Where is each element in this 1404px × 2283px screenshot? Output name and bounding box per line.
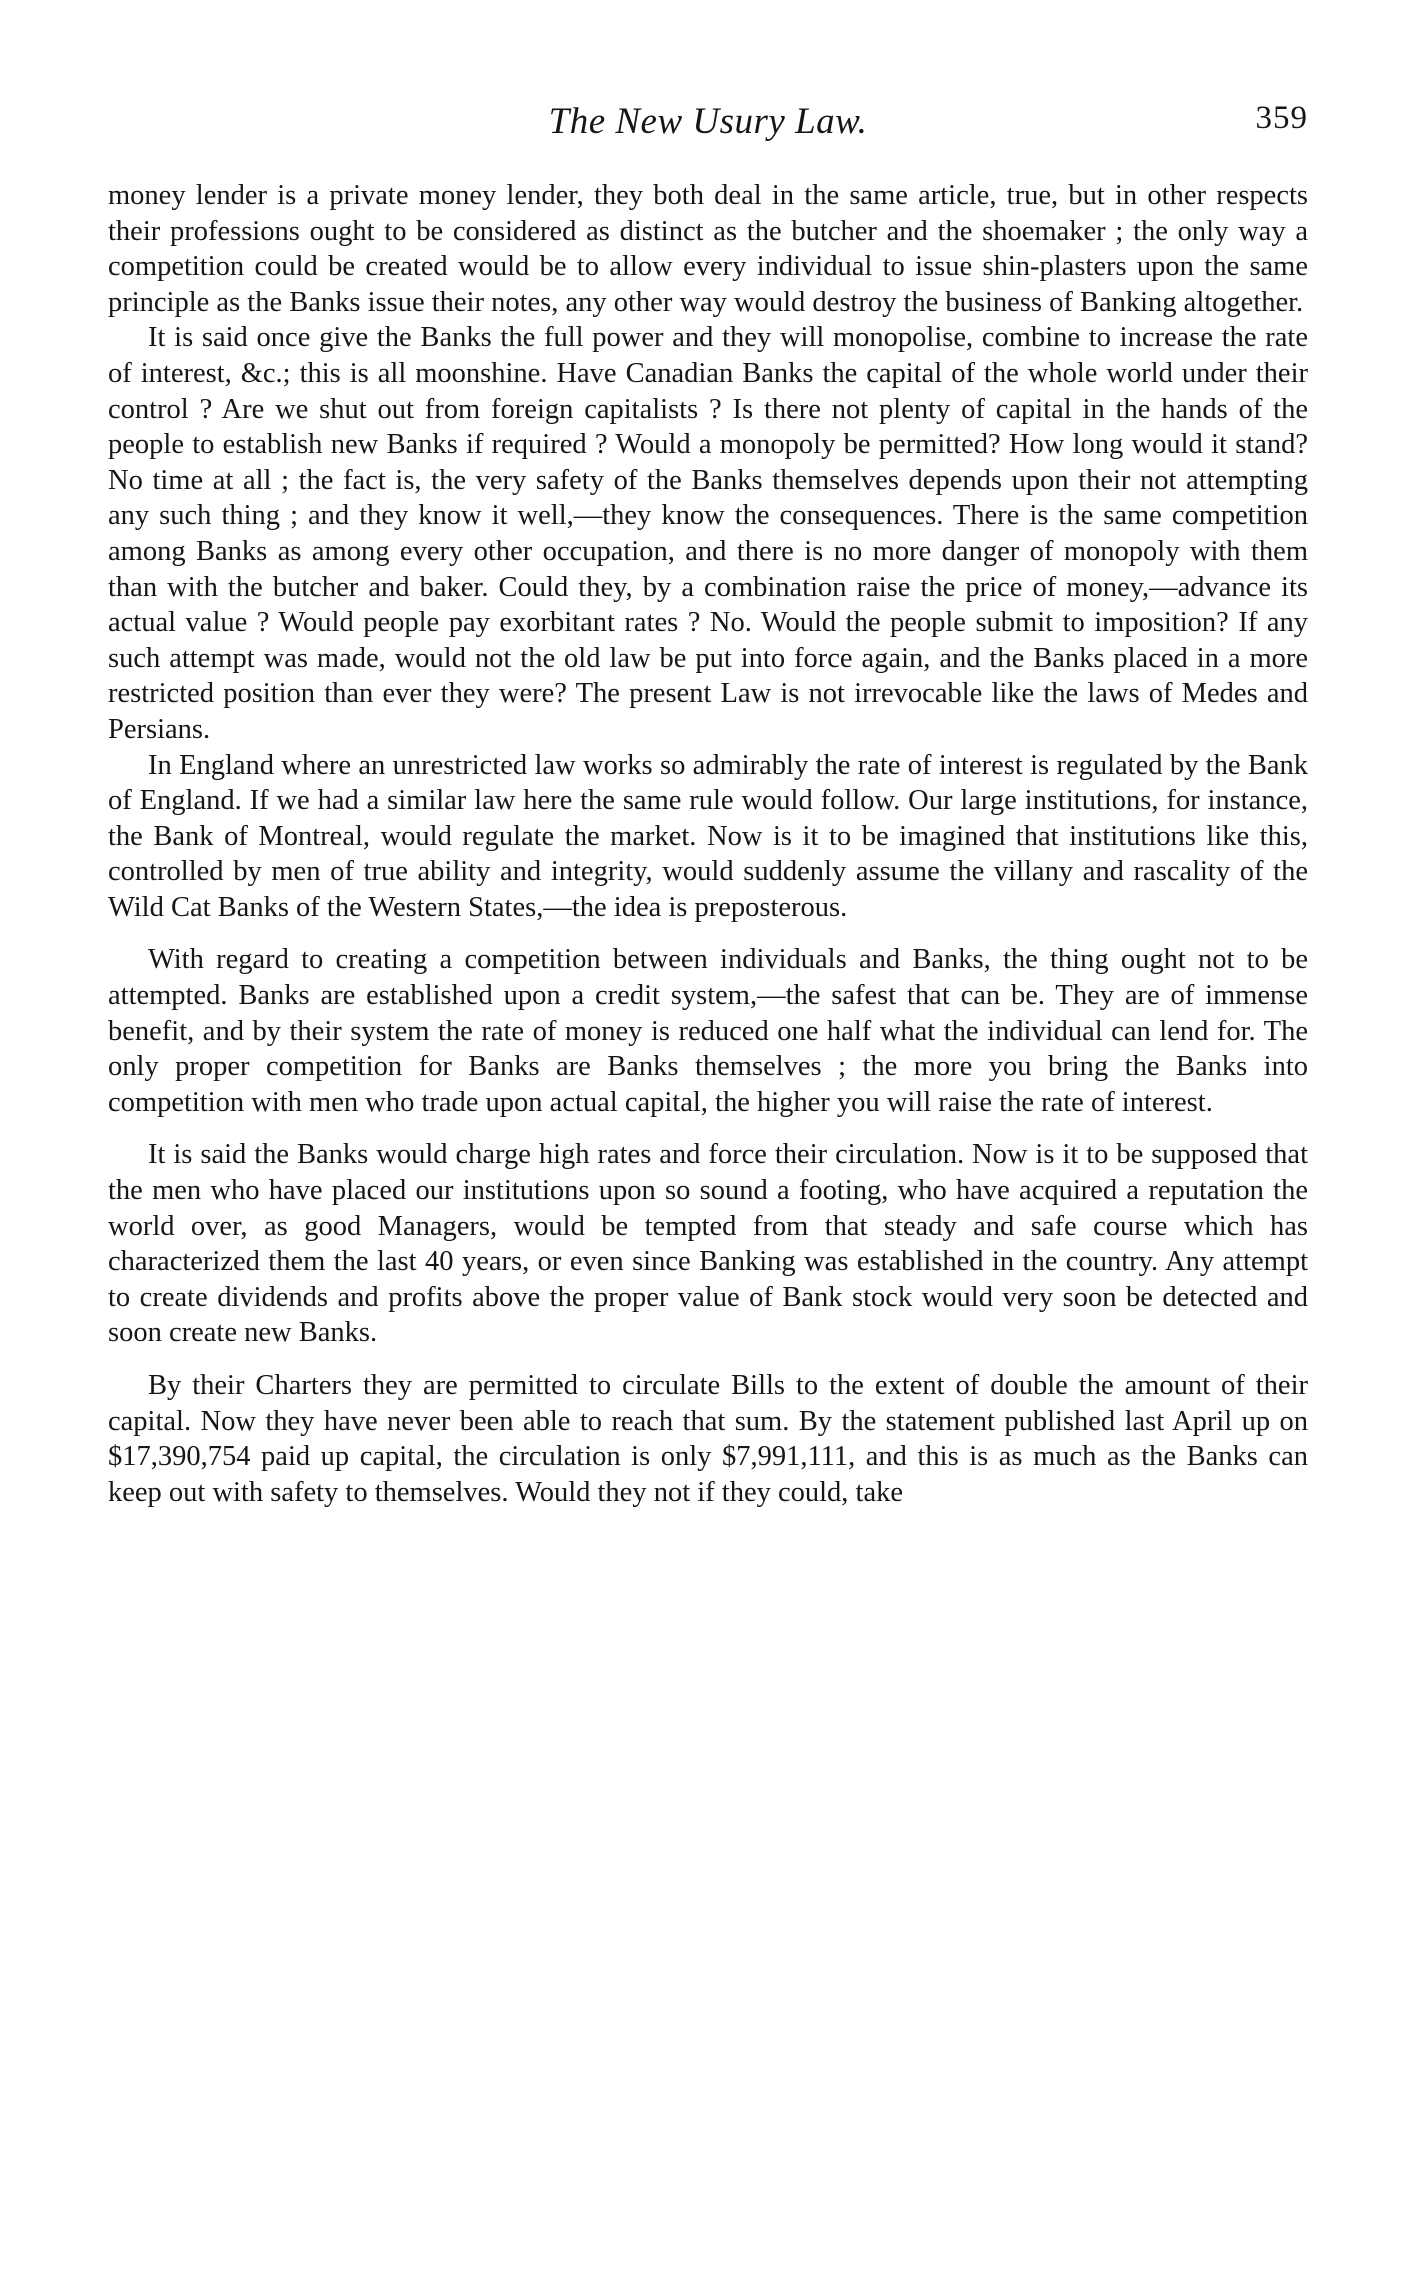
paragraph-5: It is said the Banks would charge high rates and force their circulation. Now is it to be supposed that the men who have placed our institutions upon so sound a footing, who have acquired a reputation the world over, as good Managers, would be tempted from that steady and safe course which has characterized them the last 40 years, or even since Banking was established in the country. Any attempt to create dividends and profits above the proper value of Bank stock would very soon be detected and soon create new Banks.: [108, 1139, 1308, 1349]
running-header: [108, 100, 1308, 160]
paragraph-1: money lender is a private money lender, they both deal in the same article, true, but in other respects their professions ought to be considered as distinct as the butcher and the shoemaker ; the only way a competition could be created would be to allow every individual to issue shin-plasters upon the same principle as the Banks issue their notes, any other way would destroy the business of Banking altogether.: [108, 180, 1308, 318]
paragraph-3: In England where an unrestricted law works so admirably the rate of interest is regulated by the Bank of England. If we had a similar law here the same rule would follow. Our large institutions, for instance, the Bank of Montreal, would regulate the market. Now is it to be imagined that institutions like this, controlled by men of true ability and integrity, would suddenly assume the villany and rascality of the Wild Cat Banks of the Western States,—the idea is preposterous.: [108, 749, 1308, 923]
body-text: [108, 178, 1308, 1510]
running-title: The New Usury Law.: [548, 101, 868, 142]
paragraph-2: It is said once give the Banks the full power and they will monopolise, combine to increase the rate of interest, &c.; this is all moonshine. Have Canadian Banks the capital of the whole world under their control ? Are we shut out from foreign capitalists ? Is there not plenty of capital in the hands of the people to establish new Banks if required ? Would a monopoly be permitted? How long would it stand? No time at all ; the fact is, the very safety of the Banks themselves depends upon their not attempting any such thing ; and they know it well,—they know the consequences. There is the same competition among Banks as among every other occupation, and there is no more danger of monopoly with them than with the butcher and baker. Could they, by a combination raise the price of money,—advance its actual value ? Would people pay exorbitant rates ? No. Would the people submit to imposition? If any such attempt was made, would not the old law be put into force again, and the Banks placed in a more restricted position than ever they were? The present Law is not irrevocable like the laws of Medes and Persians.: [108, 322, 1308, 745]
paragraph-6: By their Charters they are permitted to circulate Bills to the extent of double the amount of their capital. Now they have never been able to reach that sum. By the statement published last April up on $17,390,754 paid up capital, the circulation is only $7,991,111, and this is as much as the Banks can keep out with safety to themselves. Would they not if they could, take: [108, 1370, 1308, 1508]
book-page: [108, 100, 1308, 1510]
paragraph-4: With regard to creating a competition between individuals and Banks, the thing ought not to be attempted. Banks are established upon a credit system,—the safest that can be. They are of immense benefit, and by their system the rate of money is reduced one half what the individual can lend for. The only proper competition for Banks are Banks themselves ; the more you bring the Banks into competition with men who trade upon actual capital, the higher you will raise the rate of interest.: [108, 944, 1308, 1118]
page-number: 359: [1255, 100, 1308, 136]
